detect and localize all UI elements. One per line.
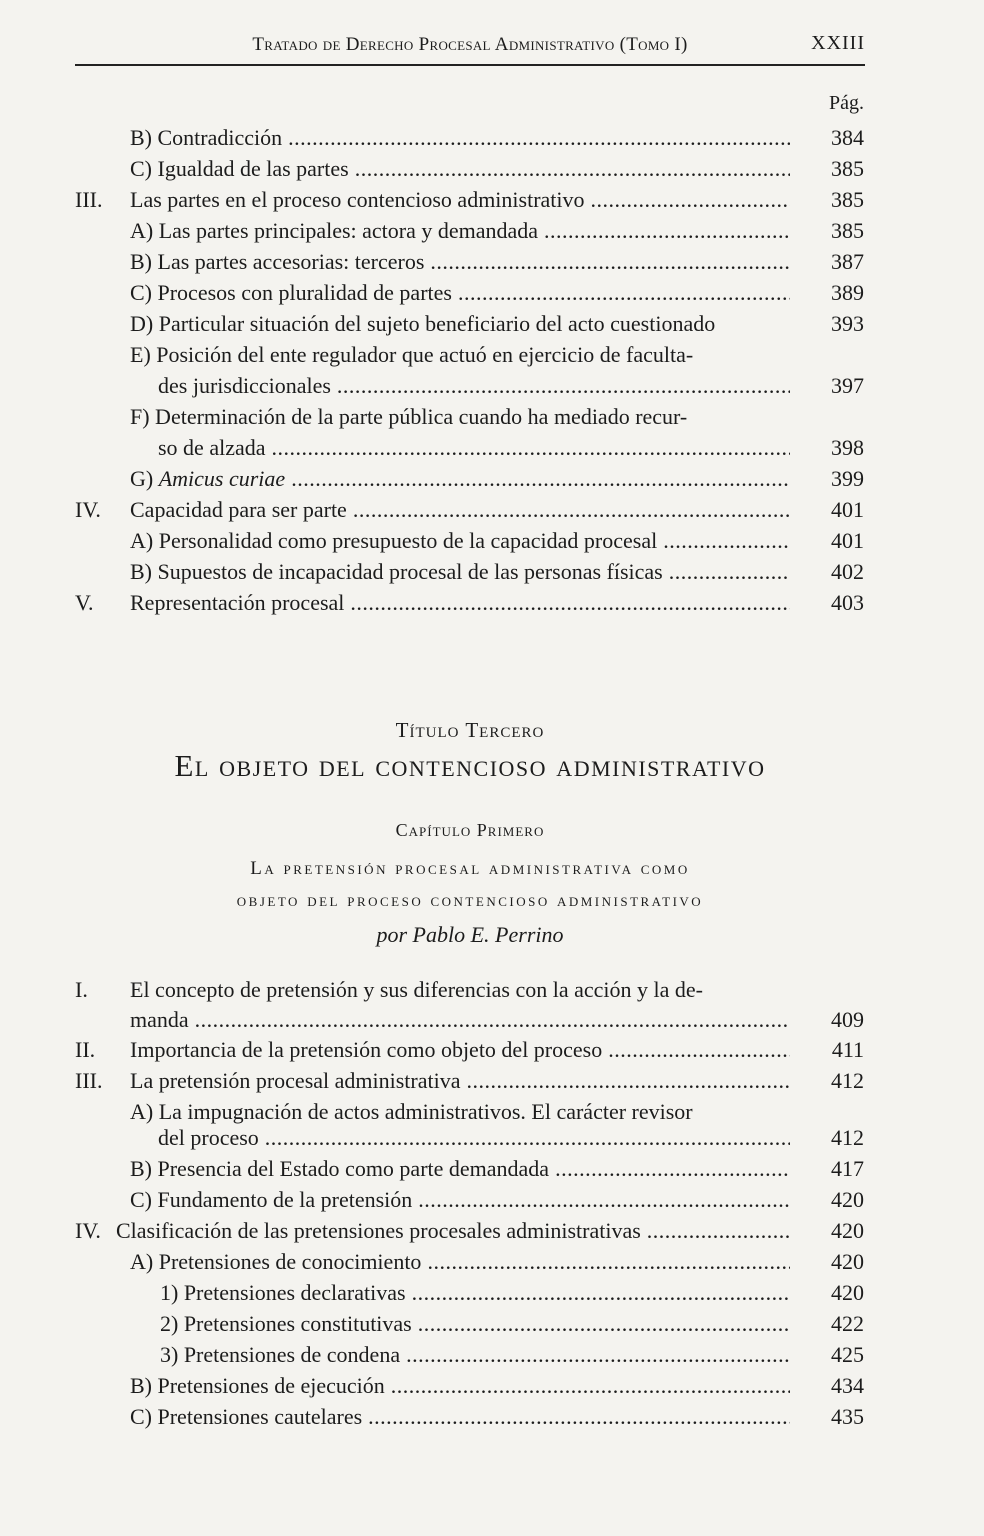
toc-entry-prefix: G) (130, 466, 159, 491)
toc-entry (0, 1277, 984, 1308)
running-header (75, 30, 865, 66)
toc-entry-label: B) Pretensiones de ejecución ..... (130, 1370, 790, 1401)
toc-entry (0, 308, 984, 339)
toc-entry (0, 974, 984, 1005)
toc-entry-label: C) Procesos con pluralidad de partes ..... (130, 277, 790, 308)
toc-entry-number: V. (75, 590, 94, 615)
toc-entry (0, 494, 984, 525)
toc-entry-page: 385 (831, 156, 864, 181)
toc-entry-page: 385 (831, 187, 864, 212)
pag-column-label: Pág. (829, 92, 864, 114)
toc-entry-page: 398 (831, 435, 864, 460)
toc-entry (0, 215, 984, 246)
toc-entry-number: IV. (75, 497, 101, 522)
toc-entry-page: 393 (831, 311, 864, 336)
toc-entry (0, 1153, 984, 1184)
toc-entry-continuation (0, 1004, 984, 1035)
toc-entry (0, 1308, 984, 1339)
toc-entry-label: Clasificación de las pretensiones procesales administrativas ..... (116, 1215, 790, 1246)
toc-entry-page: 409 (831, 1007, 864, 1032)
running-title: Tratado de Derecho Procesal Administrativo (Tomo I) (252, 34, 688, 55)
toc-entry-label: B) Presencia del Estado como parte demandada ..... (130, 1153, 790, 1184)
toc-entry-label: del proceso ..... (158, 1122, 790, 1153)
toc-entry-page: 425 (831, 1342, 864, 1367)
toc-entry (0, 525, 984, 556)
toc-entry (0, 1370, 984, 1401)
toc-entry-label: A) La impugnación de actos administrativos. El carácter revisor (130, 1099, 693, 1124)
toc-entry-label (130, 463, 790, 494)
toc-entry (0, 1339, 984, 1370)
toc-entry (0, 587, 984, 618)
toc-entry-label: F) Determinación de la parte pública cuando ha mediado recur- (130, 404, 688, 429)
toc-entry-continuation (0, 432, 984, 463)
toc-entry-page: 420 (831, 1187, 864, 1212)
toc-entry-label: des jurisdiccionales ..... (158, 370, 790, 401)
toc-entry-label: A) Personalidad como presupuesto de la capacidad procesal ..... (130, 525, 790, 556)
toc-entry-label: C) Fundamento de la pretensión ..... (130, 1184, 790, 1215)
toc-entry-page: 389 (831, 280, 864, 305)
toc-entry-label: E) Posición del ente regulador que actuó en ejercicio de faculta- (130, 342, 694, 367)
toc-entry (0, 401, 984, 432)
toc-entry-page: 399 (831, 466, 864, 491)
toc-entry-label: B) Supuestos de incapacidad procesal de las personas físicas ..... (130, 556, 790, 587)
toc-entry-page: 403 (831, 590, 864, 615)
toc-entry-page: 420 (831, 1218, 864, 1243)
toc-entry-label: B) Las partes accesorias: terceros ..... (130, 246, 790, 277)
page-folio: XXIII (811, 32, 865, 54)
toc-entry-label: Las partes en el proceso contencioso administrativo ..... (130, 184, 790, 215)
part-heading: Título Tercero (395, 718, 545, 742)
toc-entry (0, 277, 984, 308)
toc-entry-page: 420 (831, 1249, 864, 1274)
toc-entry (0, 339, 984, 370)
toc-entry-number: III. (75, 187, 103, 212)
toc-entry-page: 412 (831, 1068, 864, 1093)
toc-entry-page: 420 (831, 1280, 864, 1305)
toc-entry-label: so de alzada ..... (158, 432, 790, 463)
toc-entry-label: D) Particular situación del sujeto beneficiario del acto cuestionado (130, 311, 716, 336)
toc-entry (0, 463, 984, 494)
toc-entry-page: 384 (831, 125, 864, 150)
chapter-title-line-2: objeto del proceso contencioso administrativo (236, 890, 704, 911)
toc-entry-continuation (0, 370, 984, 401)
toc-entry (0, 153, 984, 184)
toc-entry-label: C) Igualdad de las partes ..... (130, 153, 790, 184)
toc-entry-label: Representación procesal ..... (130, 587, 790, 618)
chapter-author: por Pablo E. Perrino (376, 922, 564, 947)
part-title: El objeto del contencioso administrativo (174, 748, 766, 783)
toc-entry-label: La pretensión procesal administrativa ..... (130, 1065, 790, 1096)
toc-entry-page: 435 (831, 1404, 864, 1429)
chapter-title-line-1: La pretensión procesal administrativa como (250, 858, 690, 879)
toc-entry-page: 422 (831, 1311, 864, 1336)
toc-entry-label: manda ..... (130, 1004, 790, 1035)
toc-entry-page: 411 (831, 1037, 864, 1062)
toc-entry-number: I. (75, 977, 88, 1002)
toc-entry (0, 122, 984, 153)
toc-entry-page: 401 (831, 528, 864, 553)
toc-entry (0, 1215, 984, 1246)
toc-entry-label: A) Pretensiones de conocimiento ..... (130, 1246, 790, 1277)
toc-entry-page: 401 (831, 497, 864, 522)
toc-entry-page: 434 (831, 1373, 864, 1398)
toc-entry-label: Capacidad para ser parte ..... (130, 494, 790, 525)
toc-entry (0, 1246, 984, 1277)
toc-entry (0, 184, 984, 215)
toc-entry-label: El concepto de pretensión y sus diferencias con la acción y la de- (130, 977, 703, 1002)
toc-entry-label: 1) Pretensiones declarativas ..... (160, 1277, 790, 1308)
toc-entry (0, 556, 984, 587)
toc-entry-label: 2) Pretensiones constitutivas ..... (160, 1308, 790, 1339)
toc-entry-number: II. (75, 1037, 96, 1062)
toc-entry-label: C) Pretensiones cautelares ..... (130, 1401, 790, 1432)
toc-entry (0, 1034, 984, 1065)
toc-entry-page: 412 (831, 1125, 864, 1150)
toc-entry-page: 385 (831, 218, 864, 243)
toc-entry-label: Importancia de la pretensión como objeto del proceso ..... (130, 1034, 790, 1065)
toc-entry-continuation (0, 1122, 984, 1153)
toc-entry-label: A) Las partes principales: actora y demandada ..... (130, 215, 790, 246)
toc-entry-page: 402 (831, 559, 864, 584)
toc-entry (0, 246, 984, 277)
toc-entry-label: 3) Pretensiones de condena ..... (160, 1339, 790, 1370)
toc-entry (0, 1065, 984, 1096)
toc-entry-page: 397 (831, 373, 864, 398)
toc-entry-page: 417 (831, 1156, 864, 1181)
toc-entry-number: IV. (75, 1218, 101, 1243)
chapter-heading: Capítulo Primero (395, 820, 545, 840)
toc-entry (0, 1184, 984, 1215)
toc-entry-label: B) Contradicción ..... (130, 122, 790, 153)
toc-entry-page: 387 (831, 249, 864, 274)
toc-entry (0, 1401, 984, 1432)
toc-entry-number: III. (75, 1068, 103, 1093)
toc-entry-italic-label: Amicus curiae (158, 466, 286, 491)
